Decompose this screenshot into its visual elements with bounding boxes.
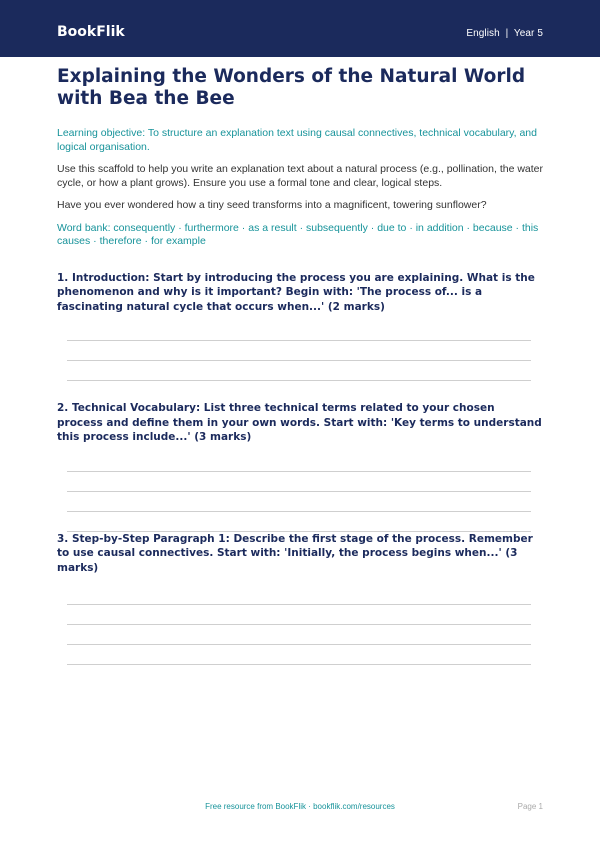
answer-line[interactable]	[67, 644, 531, 645]
answer-line[interactable]	[67, 624, 531, 625]
answer-lines[interactable]	[67, 471, 531, 532]
question-prompt: 2. Technical Vocabulary: List three technical terms related to your chosen process and define them in your own words. Start with: 'Key terms to understand this process include...' (3 marks)	[57, 402, 542, 443]
page-title: Explaining the Wonders of the Natural World with Bea the Bee	[57, 66, 526, 109]
answer-line[interactable]	[67, 511, 531, 512]
question-prompt: 3. Step-by-Step Paragraph 1: Describe the first stage of the process. Remember to use causal connectives. Start with: 'Initially, the process begins when...' (3 marks)	[57, 532, 533, 574]
answer-line[interactable]	[67, 664, 531, 665]
question-block-2	[57, 401, 543, 532]
learning-objective: Learning objective: To structure an explanation text using causal connectives, technical vocabulary, and logical organisation.	[57, 127, 537, 153]
question-block-1	[57, 271, 543, 382]
answer-line[interactable]	[67, 340, 531, 341]
answer-line[interactable]	[67, 471, 531, 472]
question-prompt: 1. Introduction: Start by introducing the process you are explaining. What is the phenomenon and why is it important? Begin with: 'The process of... is a fascinating natural cycle that occurs when...' (2 marks)	[57, 271, 535, 313]
answer-line[interactable]	[67, 604, 531, 605]
answer-lines[interactable]	[67, 340, 531, 381]
word-bank: Word bank: consequently · furthermore · as a result · subsequently · due to · in addition · because · this causes · therefore · for example	[57, 221, 539, 247]
footer-resource-link[interactable]: Free resource from BookFlik · bookflik.com/resources	[205, 802, 395, 811]
brand-logo[interactable]: BookFlik	[57, 24, 125, 40]
answer-lines[interactable]	[67, 604, 531, 665]
answer-line[interactable]	[67, 360, 531, 361]
subject-year-label: English | Year 5	[466, 28, 543, 39]
answer-line[interactable]	[67, 491, 531, 492]
page-number: Page 1	[517, 802, 543, 811]
question-block-3	[57, 532, 543, 666]
answer-line[interactable]	[67, 380, 531, 381]
worksheet-content	[57, 66, 543, 665]
header-bar	[0, 0, 600, 57]
hook-question: Have you ever wondered how a tiny seed transforms into a magnificent, towering sunflower?	[57, 199, 487, 211]
intro-paragraph: Use this scaffold to help you write an explanation text about a natural process (e.g., pollination, the water cycle, or how a plant grows). Ensure you use a formal tone and clear, logical steps.	[57, 163, 544, 189]
